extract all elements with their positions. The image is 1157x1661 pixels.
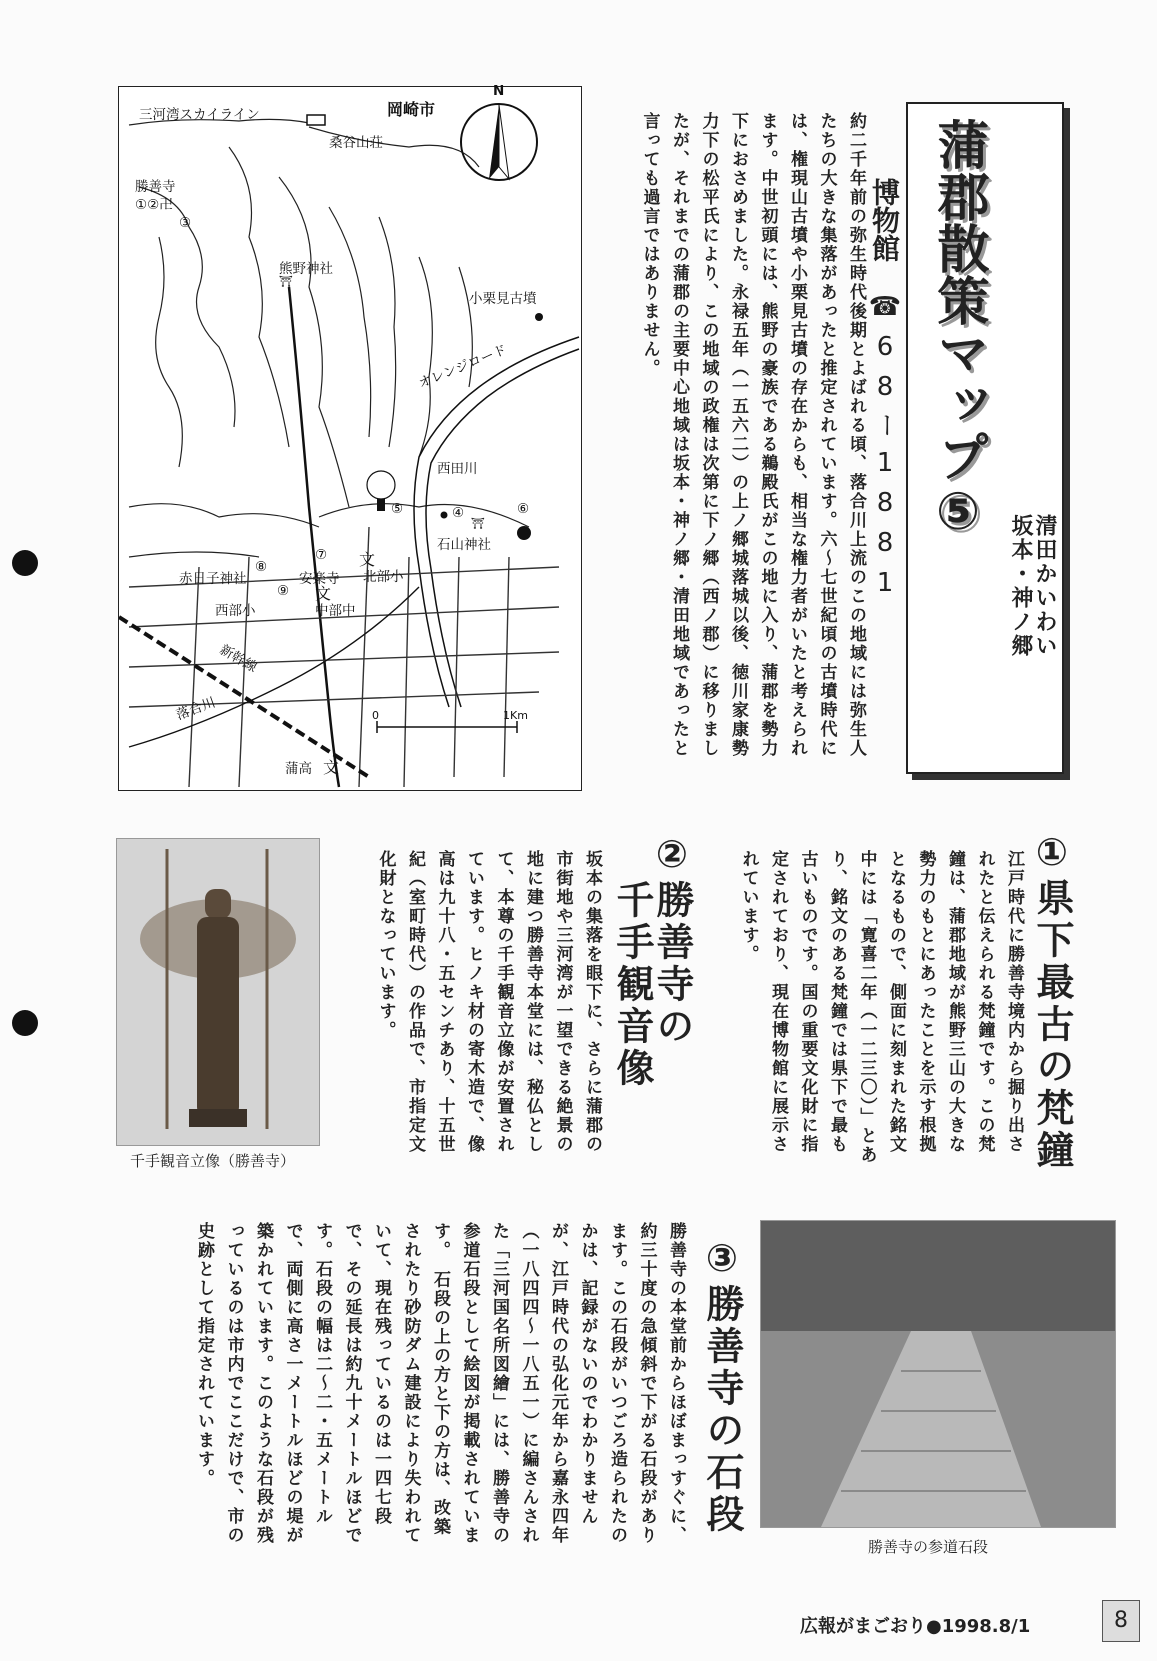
sec3-text: 勝善寺の本堂前からほぼまっすぐに、約三十度の急傾斜で下がる石段があります。この石段がいつごろ造られたのかは、記録がないのでわかりませんが、江戸時代の弘化元年から嘉永四年（一八四四〜一八五一）に編さんされた「三河国名所図繪」には、勝善寺の参道石段として絵図が掲載されています。 石段の上の方と下の方は、改築されたり砂防ダム建設により失われていて、現在残っているのは一四七段で、その延長は約九十メートルほどです。石段の幅は二〜二・五メートルで、両側に高さ一メートルほどの堤が築かれています。このような石段が残っているのは市内でここだけで、市の史跡として指定されています。 <box>194 1222 686 1545</box>
area-map <box>118 83 582 791</box>
map-label-ishiyama: 石山神社 <box>437 537 491 553</box>
map-label-anrakuji: 安楽寺 <box>299 571 340 587</box>
map-label-hokubu: 北部小 <box>363 569 404 585</box>
title-box <box>906 102 1064 774</box>
stone-steps-photo-caption: 勝善寺の参道石段 <box>868 1538 989 1556</box>
kannon-photo-caption: 千手観音立像（勝善寺） <box>130 1152 296 1170</box>
map-label-gamako: 蒲高 <box>285 761 312 777</box>
map-label-bun: 文 <box>315 584 332 603</box>
sec1-heading: ①県下最古の梵鐘 <box>1030 830 1074 1172</box>
map-label-scale-1km: 1Km <box>503 709 528 722</box>
title-area: 坂本・神ノ郷 <box>1008 514 1033 658</box>
sec2-heading-2: 千手観音像 <box>610 880 654 1090</box>
sec2-text: 坂本の集落を眼下に、さらに蒲郡の市街地や三河湾が一望できる絶景の地に建つ勝善寺本堂には、秘仏として、本尊の千手観音立像が安置されています。ヒノキ材の寄木造で、像高は九十八・五センチあり、十五世紀（室町時代）の作品で、市指定文化財となっています。 <box>375 850 602 1154</box>
page-title: 蒲郡散策マップ⑤ <box>928 118 988 542</box>
map-label-kuwagaya: 桑谷山荘 <box>329 135 383 151</box>
publication-footer: 広報がまごおり●1998.8/1 <box>800 1616 1031 1637</box>
map-label-n8: ⑧ <box>255 559 268 575</box>
sec2-heading-1: ②勝善寺の <box>650 832 694 1048</box>
map-label-shinkansen: 新幹線 <box>216 641 260 676</box>
intro-text: 約二千年前の弥生時代後期とよばれる頃、落合川上流のこの地域には弥生人たちの大きな集落があったと推定されています。六〜七世紀頃の古墳時代には、権現山古墳や小栗見古墳の存在からも、相当な権力者がいたと考えられます。中世初頭には、熊野の豪族である鵜殿氏がこの地に入り、蒲郡を勢力下におさめました。永禄五年（一五六二）の上ノ郷城落城以後、徳川家康勢力下の松平氏により、この地域の政権は次第に下ノ郷（西ノ郡）に移りましたが、それまでの蒲郡の主要中心地域は坂本・神ノ郷・清田地域であったと言っても過言ではありません。 <box>639 112 866 758</box>
map-label-scale-0: 0 <box>372 709 379 722</box>
map-label-okazaki: 岡崎市 <box>387 100 436 119</box>
map-label-n7: ⑦ <box>315 547 328 563</box>
map-label-chubu: 中部中 <box>315 603 356 619</box>
map-label-koguri: 小栗見古墳 <box>469 291 537 307</box>
title-writer: 清田かいわい <box>1032 514 1057 658</box>
binder-hole-top <box>12 550 38 576</box>
map-label-kumano: 熊野神社 <box>279 261 333 277</box>
page-number: 8 <box>1102 1600 1140 1642</box>
map-label-n6: ⑥ <box>517 501 530 517</box>
map-label-n9: ⑨ <box>277 583 290 599</box>
map-label-ochiai: 落合川 <box>174 694 218 724</box>
map-label-n3: ③ <box>179 215 192 231</box>
map-label-north: N <box>493 83 505 99</box>
kannon-statue-photo <box>116 838 320 1146</box>
map-label-orange-road: オレンジロード <box>416 341 510 392</box>
map-label-n4: ④ <box>452 505 465 521</box>
map-label-shozenji: 勝善寺 <box>135 179 176 195</box>
stone-steps-photo <box>760 1220 1116 1528</box>
map-label-bun: 文 <box>323 758 340 777</box>
map-label-shozenji-nums: ①②卍 <box>135 197 173 213</box>
map-label-akahiko: 赤日子神社 <box>179 571 247 587</box>
museum-label: 博物館 <box>868 178 901 262</box>
sec1-text: 江戸時代に勝善寺境内から掘り出されたと伝えられる梵鐘です。この梵鐘は、蒲郡地域が熊野三山の大きな勢力のもとにあったことを示す根拠となるもので、側面に刻まれた銘文中には「寛喜二年（一二三〇）」とあり、銘文のある梵鐘では県下で最も古いものです。国の重要文化財に指定されており、現在博物館に展示されています。 <box>738 850 1024 1165</box>
torii-icon: ⛩ <box>471 517 485 530</box>
map-drawing <box>119 87 581 790</box>
map-label-skyline: 三河湾スカイライン <box>139 107 260 123</box>
sec3-heading: ③勝善寺の石段 <box>700 1236 744 1536</box>
kannon-statue-image <box>117 839 319 1145</box>
binder-hole-bottom <box>12 1010 38 1036</box>
torii-icon: ⛩ <box>279 275 293 288</box>
museum-phone: ☎68ー1881 <box>870 292 900 608</box>
stone-steps-image <box>761 1221 1115 1527</box>
map-label-n5: ⑤ <box>391 501 404 517</box>
map-label-bun: 文 <box>359 550 376 569</box>
map-label-seibu: 西部小 <box>215 603 256 619</box>
map-label-nishida: 西田川 <box>437 461 478 477</box>
